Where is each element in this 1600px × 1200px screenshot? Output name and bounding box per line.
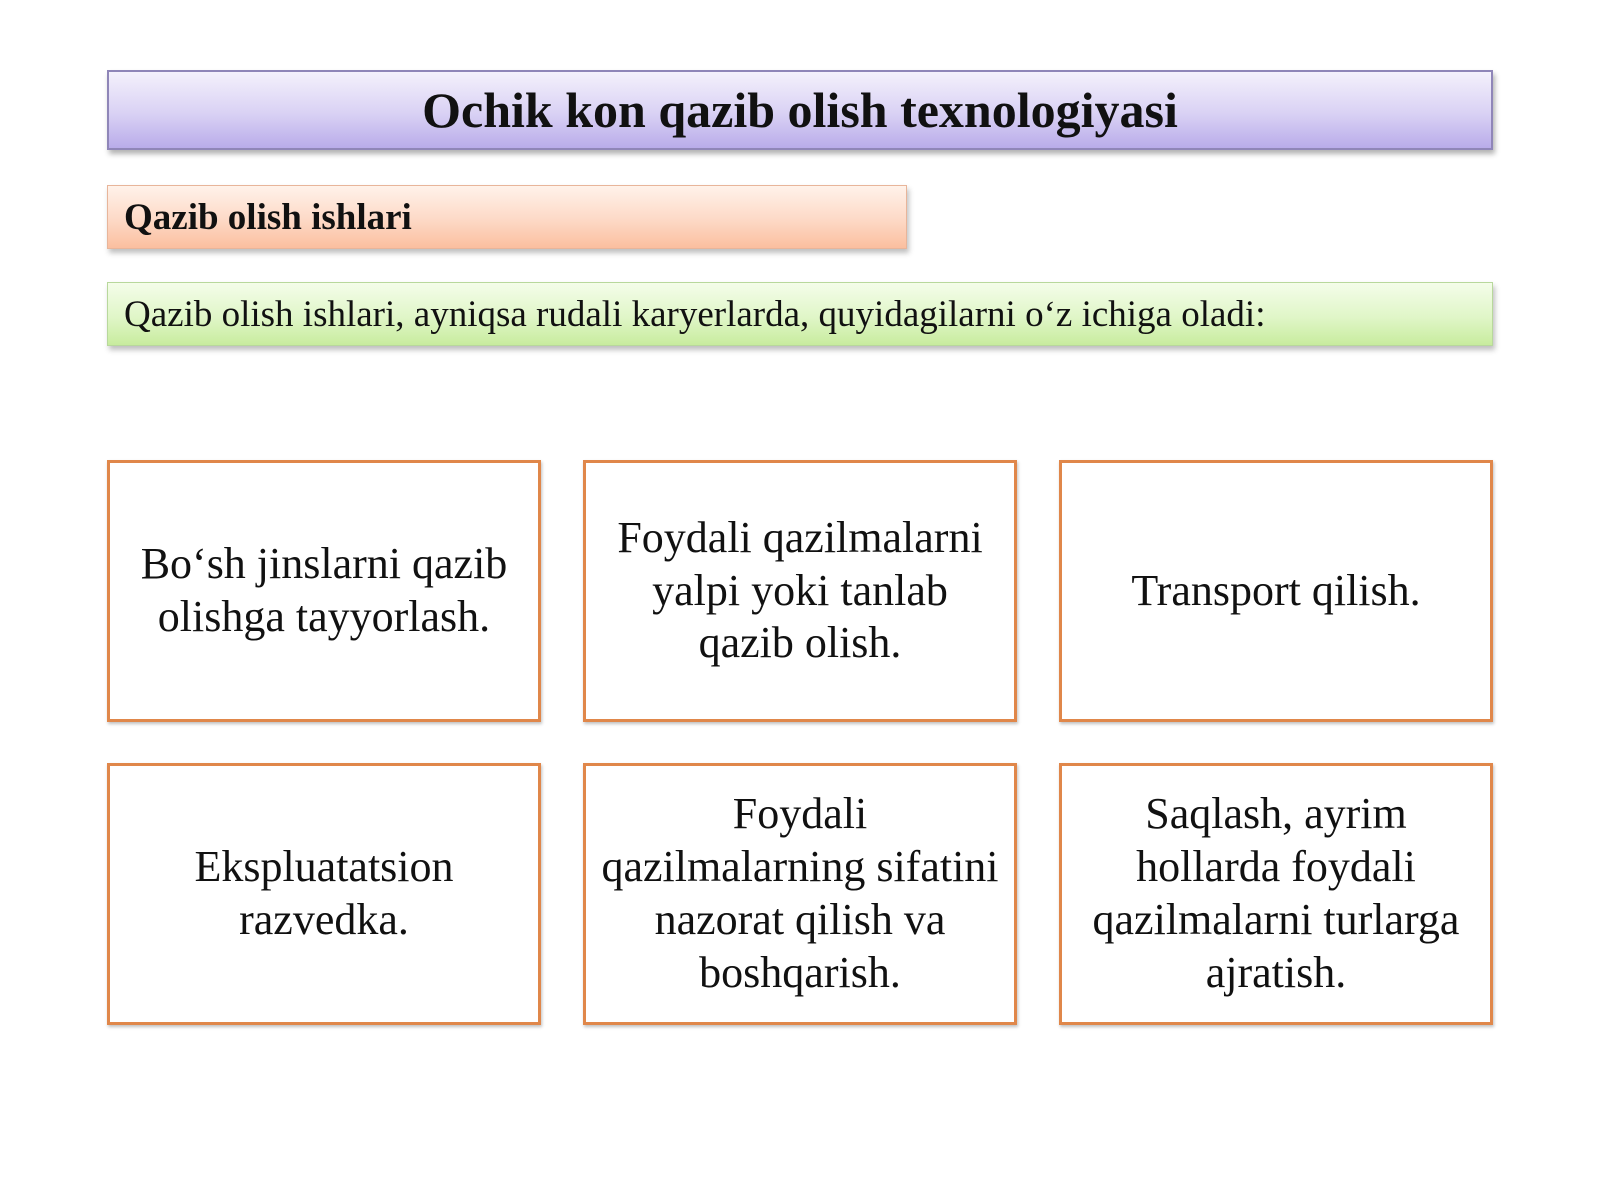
intro-text: Qazib olish ishlari, ayniqsa rudali karyerlarda, quyidagilarni o‘z ichiga oladi:	[124, 293, 1266, 335]
card-text: Transport qilish.	[1131, 565, 1421, 615]
card-text: Foydali qazilmalarni yalpi yoki tanlab qazib olish.	[617, 512, 983, 668]
page-title: Ochik kon qazib olish texnologiyasi	[422, 82, 1178, 138]
card-quality-control	[583, 763, 1017, 1025]
intro-bar	[107, 282, 1493, 346]
card-text: Bo‘sh jinslarni qazib olishga tayyorlash.	[140, 539, 508, 641]
card-text: Saqlash, ayrim hollarda foydali qazilmalarni turlarga ajratish.	[1092, 789, 1460, 997]
card-exploration	[107, 763, 541, 1025]
card-transport	[1059, 460, 1493, 722]
section-heading: Qazib olish ishlari	[124, 196, 412, 238]
title-bar	[107, 70, 1493, 150]
card-waste-rock-preparation	[107, 460, 541, 722]
subtitle-bar	[107, 185, 907, 249]
card-text: Ekspluatatsion razvedka.	[194, 842, 454, 944]
card-mineral-extraction	[583, 460, 1017, 722]
card-text: Foydali qazilmalarning sifatini nazorat qilish va boshqarish.	[601, 789, 999, 997]
card-storage-sorting	[1059, 763, 1493, 1025]
